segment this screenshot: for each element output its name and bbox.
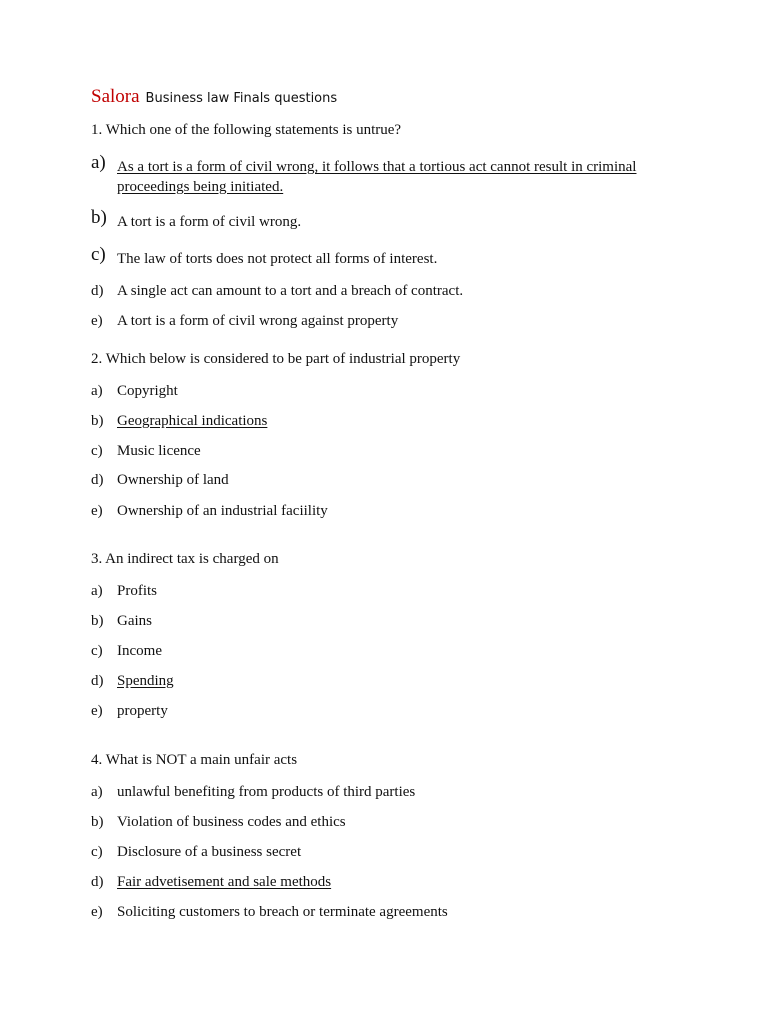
option-text: Income — [117, 643, 162, 659]
option-text: Geographical indications — [117, 413, 268, 429]
option-letter: d) — [91, 673, 104, 689]
option-letter: b) — [91, 613, 104, 629]
option-letter: d) — [91, 874, 104, 890]
option-text: As a tort is a form of civil wrong, it follows that a tortious act cannot result in criminal proceedings being initiated. — [117, 159, 637, 195]
question-2-prompt: 2. Which below is considered to be part of industrial property — [91, 351, 461, 367]
option-letter: a) — [91, 383, 103, 399]
option-letter: e) — [91, 703, 103, 719]
option-letter: d) — [91, 472, 104, 488]
option-text: Music licence — [117, 443, 201, 459]
option-text: Gains — [117, 613, 152, 629]
option-letter: b) — [91, 207, 107, 228]
option-text: A single act can amount to a tort and a breach of contract. — [117, 283, 464, 299]
option-text: Soliciting customers to breach or terminate agreements — [117, 904, 448, 920]
question-4-prompt: 4. What is NOT a main unfair acts — [91, 752, 298, 768]
option-text: A tort is a form of civil wrong. — [117, 214, 302, 230]
option-letter: e) — [91, 503, 103, 519]
document-title — [91, 86, 337, 108]
option-letter: c) — [91, 443, 103, 459]
option-letter: b) — [91, 814, 104, 830]
option-letter: c) — [91, 844, 103, 860]
option-letter: e) — [91, 313, 103, 329]
option-letter: c) — [91, 643, 103, 659]
option-text: Disclosure of a business secret — [117, 844, 302, 860]
option-letter: d) — [91, 283, 104, 299]
title-text: Business law Finals questions — [145, 91, 338, 106]
option-letter: a) — [91, 152, 106, 173]
option-letter: b) — [91, 413, 104, 429]
option-text: property — [117, 703, 168, 719]
option-text: Violation of business codes and ethics — [117, 814, 346, 830]
option-letter: c) — [91, 244, 106, 265]
option-text: unlawful benefiting from products of third parties — [117, 784, 416, 800]
option-text: Fair advetisement and sale methods — [117, 874, 332, 890]
option-text: The law of torts does not protect all forms of interest. — [117, 251, 438, 267]
question-1-prompt: 1. Which one of the following statements is untrue? — [91, 122, 402, 138]
question-3-prompt: 3. An indirect tax is charged on — [91, 551, 279, 567]
option-text: A tort is a form of civil wrong against property — [117, 313, 399, 329]
option-text: Profits — [117, 583, 158, 599]
option-text: Ownership of land — [117, 472, 229, 488]
option-letter: a) — [91, 583, 103, 599]
option-text: Ownership of an industrial faciility — [117, 503, 328, 519]
author-name: Salora — [91, 86, 140, 107]
option-letter: e) — [91, 904, 103, 920]
option-text: Spending — [117, 673, 174, 689]
option-text: Copyright — [117, 383, 178, 399]
option-letter: a) — [91, 784, 103, 800]
